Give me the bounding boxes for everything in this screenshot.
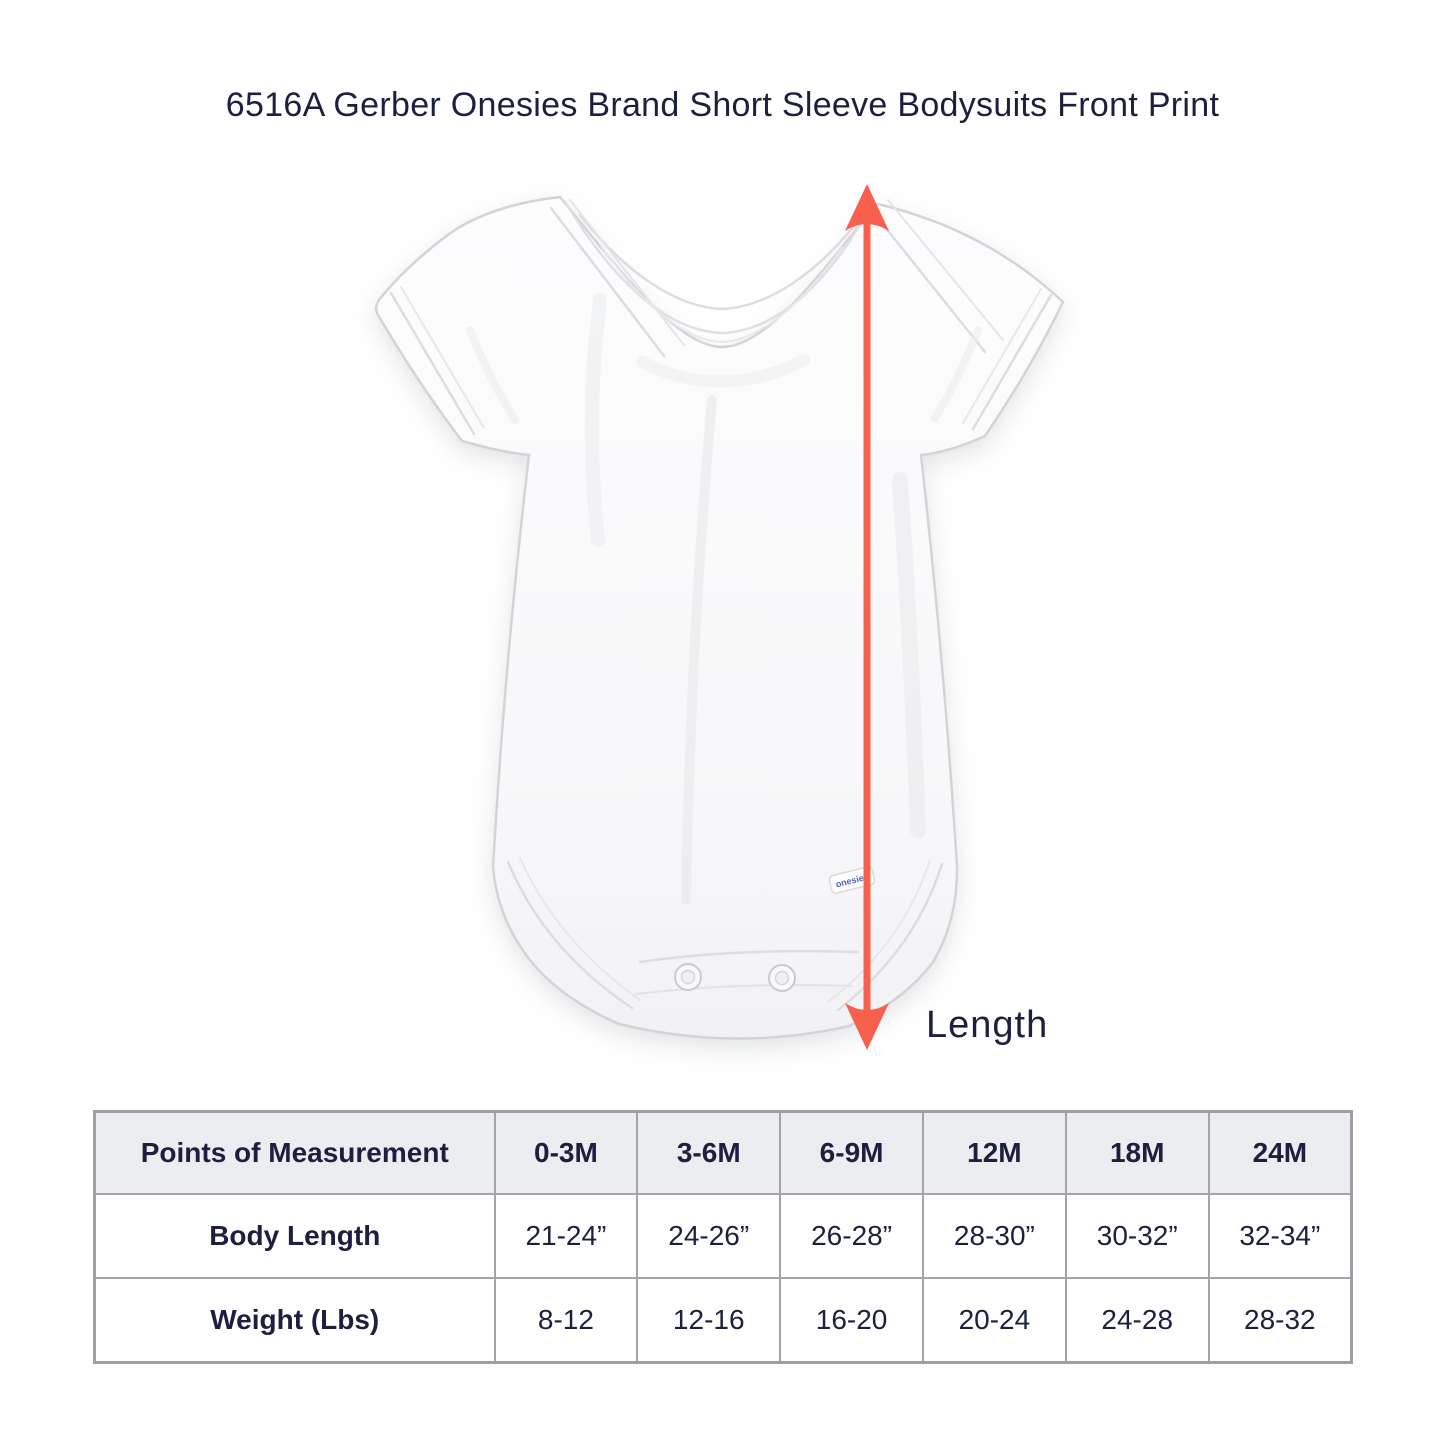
weight-6-9m: 16-20	[780, 1278, 923, 1363]
column-header-18m: 18M	[1066, 1112, 1209, 1195]
bodysuit-garment	[376, 197, 1063, 1039]
body-length-0-3m: 21-24”	[495, 1194, 638, 1278]
weight-24m: 28-32	[1209, 1278, 1352, 1363]
body-length-24m: 32-34”	[1209, 1194, 1352, 1278]
weight-12m: 20-24	[923, 1278, 1066, 1363]
table-header-row	[95, 1112, 1352, 1195]
size-chart-table	[93, 1110, 1353, 1364]
garment-silhouette	[376, 197, 1063, 1039]
weight-row	[95, 1278, 1352, 1363]
row-label-body-length: Body Length	[95, 1194, 495, 1278]
snap-button-left	[675, 964, 701, 990]
body-length-18m: 30-32”	[1066, 1194, 1209, 1278]
length-measurement-label: Length	[926, 1004, 1049, 1046]
column-header-6-9m: 6-9M	[780, 1112, 923, 1195]
row-label-weight: Weight (Lbs)	[95, 1278, 495, 1363]
column-header-12m: 12M	[923, 1112, 1066, 1195]
column-header-3-6m: 3-6M	[637, 1112, 780, 1195]
weight-18m: 24-28	[1066, 1278, 1209, 1363]
snap-button-right	[769, 965, 795, 991]
body-length-6-9m: 26-28”	[780, 1194, 923, 1278]
arrow-head-bottom	[845, 1003, 889, 1050]
body-length-3-6m: 24-26”	[637, 1194, 780, 1278]
weight-3-6m: 12-16	[637, 1278, 780, 1363]
body-length-row	[95, 1194, 1352, 1278]
column-header-24m: 24M	[1209, 1112, 1352, 1195]
body-length-12m: 28-30”	[923, 1194, 1066, 1278]
column-header-points-of-measurement: Points of Measurement	[95, 1112, 495, 1195]
page-title: 6516A Gerber Onesies Brand Short Sleeve Bodysuits Front Print	[225, 86, 1220, 124]
column-header-0-3m: 0-3M	[495, 1112, 638, 1195]
brand-tag-text: onesies	[834, 871, 870, 890]
weight-0-3m: 8-12	[495, 1278, 638, 1363]
